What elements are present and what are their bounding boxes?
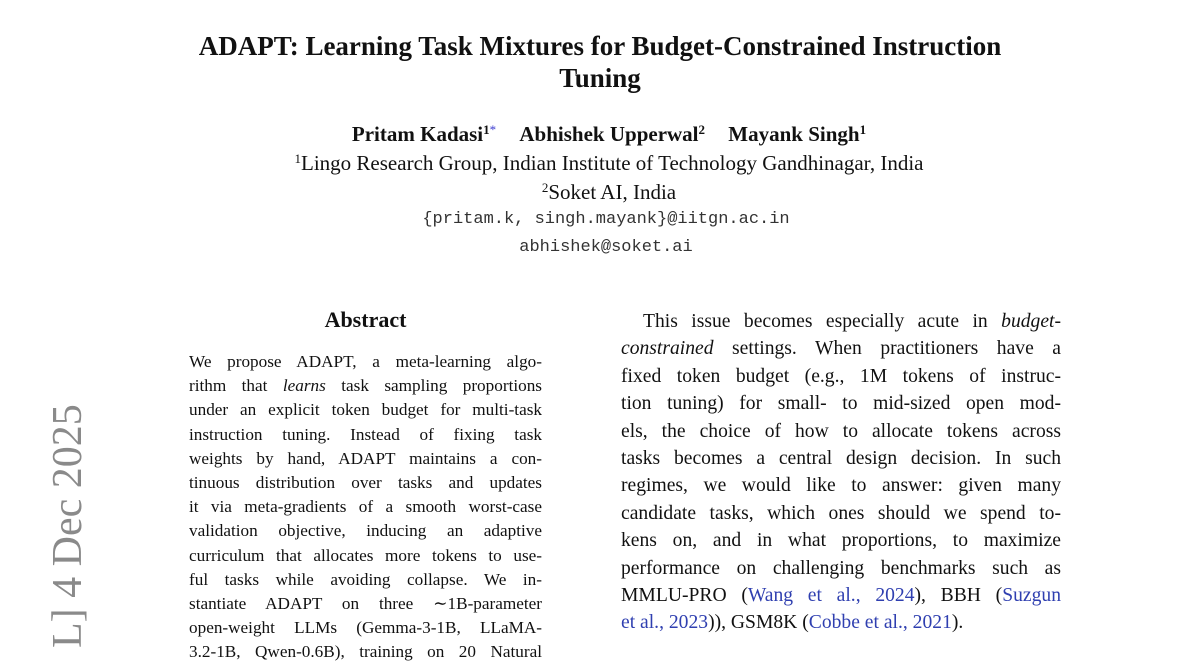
arxiv-stamp: L] 4 Dec 2025 [45,404,91,648]
intro-paragraph [621,308,1061,637]
abstract-line: We propose ADAPT, a meta-learning algo- [189,352,542,371]
intro-line: performance on challenging benchmarks such as [621,557,1061,579]
intro-line: MMLU-PRO (Wang et al., 2024), BBH (Suzgun [621,585,1061,607]
author-list [0,121,1200,147]
intro-line: This issue becomes especially acute in budget- [643,311,1061,332]
author-affiliation-mark: 1* [483,122,497,137]
citation-link[interactable]: Cobbe et al., 2021 [808,612,952,634]
title-line: Tuning [559,63,641,93]
abstract-line: tinuous distribution over tasks and updates [189,473,542,493]
author-kadasi: Pritam Kadasi$^{1*}$ [351,122,497,146]
author-affiliation-mark: 1 [859,122,867,137]
abstract-line: open-weight LLMs (Gemma-3-1B, LLaMA- [189,618,542,638]
author-affiliation-mark: 2 [698,122,706,137]
intro-line: fixed token budget (e.g., 1M tokens of instruc- [621,365,1061,387]
email-iitgn: {pritam.k, singh.mayank}@iitgn.ac.in [422,210,790,229]
intro-line: regimes, we would like to answer: given many [621,475,1061,497]
abstract-line: instruction tuning. Instead of fixing task [189,424,542,444]
citation-link[interactable]: Suzgun [1002,585,1061,607]
corresponding-author-mark: * [489,122,497,137]
abstract-line: rithm that learns task sampling proportions [189,376,542,396]
abstract-line: 3.2-1B, Qwen-0.6B), training on 20 Natural [189,642,542,662]
abstract-line: curriculum that allocates more tokens to use- [189,545,542,565]
intro-line: tasks becomes a central design decision. In such [621,448,1061,470]
intro-line: tion tuning) for small- to mid-sized open mod- [621,393,1061,415]
author-upperwal: Abhishek Upperwal$^2$ [519,122,706,146]
abstract-line: under an explicit token budget for multi-task [189,400,542,420]
affiliation-1: $^1$Lingo Research Group, Indian Institute of Technology Gandhinagar, India [294,151,924,175]
citation-link[interactable]: Wang et al., 2024 [747,585,915,607]
intro-line: candidate tasks, which ones should we spend to- [621,502,1061,524]
title-line: ADAPT: Learning Task Mixtures for Budget-Constrained Instruction [198,31,1002,61]
citation-link[interactable]: et al., 2023 [621,612,709,634]
abstract-heading: Abstract [324,307,407,332]
author-singh: Mayank Singh$^1$ [728,122,867,146]
intro-line: els, the choice of how to allocate tokens across [621,420,1061,442]
affiliation-2: $^2$Soket AI, India [541,180,677,204]
abstract-line: it via meta-gradients of a smooth worst-case [189,497,542,517]
email-soket: abhishek@soket.ai [519,238,693,257]
intro-line: kens on, and in what proportions, to maximize [621,530,1061,552]
abstract-line: weights by hand, ADAPT maintains a con- [189,448,542,468]
intro-line: et al., 2023)), GSM8K (Cobbe et al., 2021). [621,612,964,634]
intro-line: constrained settings. When practitioners have a [621,338,1061,360]
paper-title [150,30,1050,94]
abstract-line: stantiate ADAPT on three ∼1B-parameter [189,594,542,614]
abstract-body [189,350,542,665]
abstract-line: ful tasks while avoiding collapse. We in- [189,569,542,589]
abstract-line: validation objective, inducing an adaptive [189,521,542,541]
